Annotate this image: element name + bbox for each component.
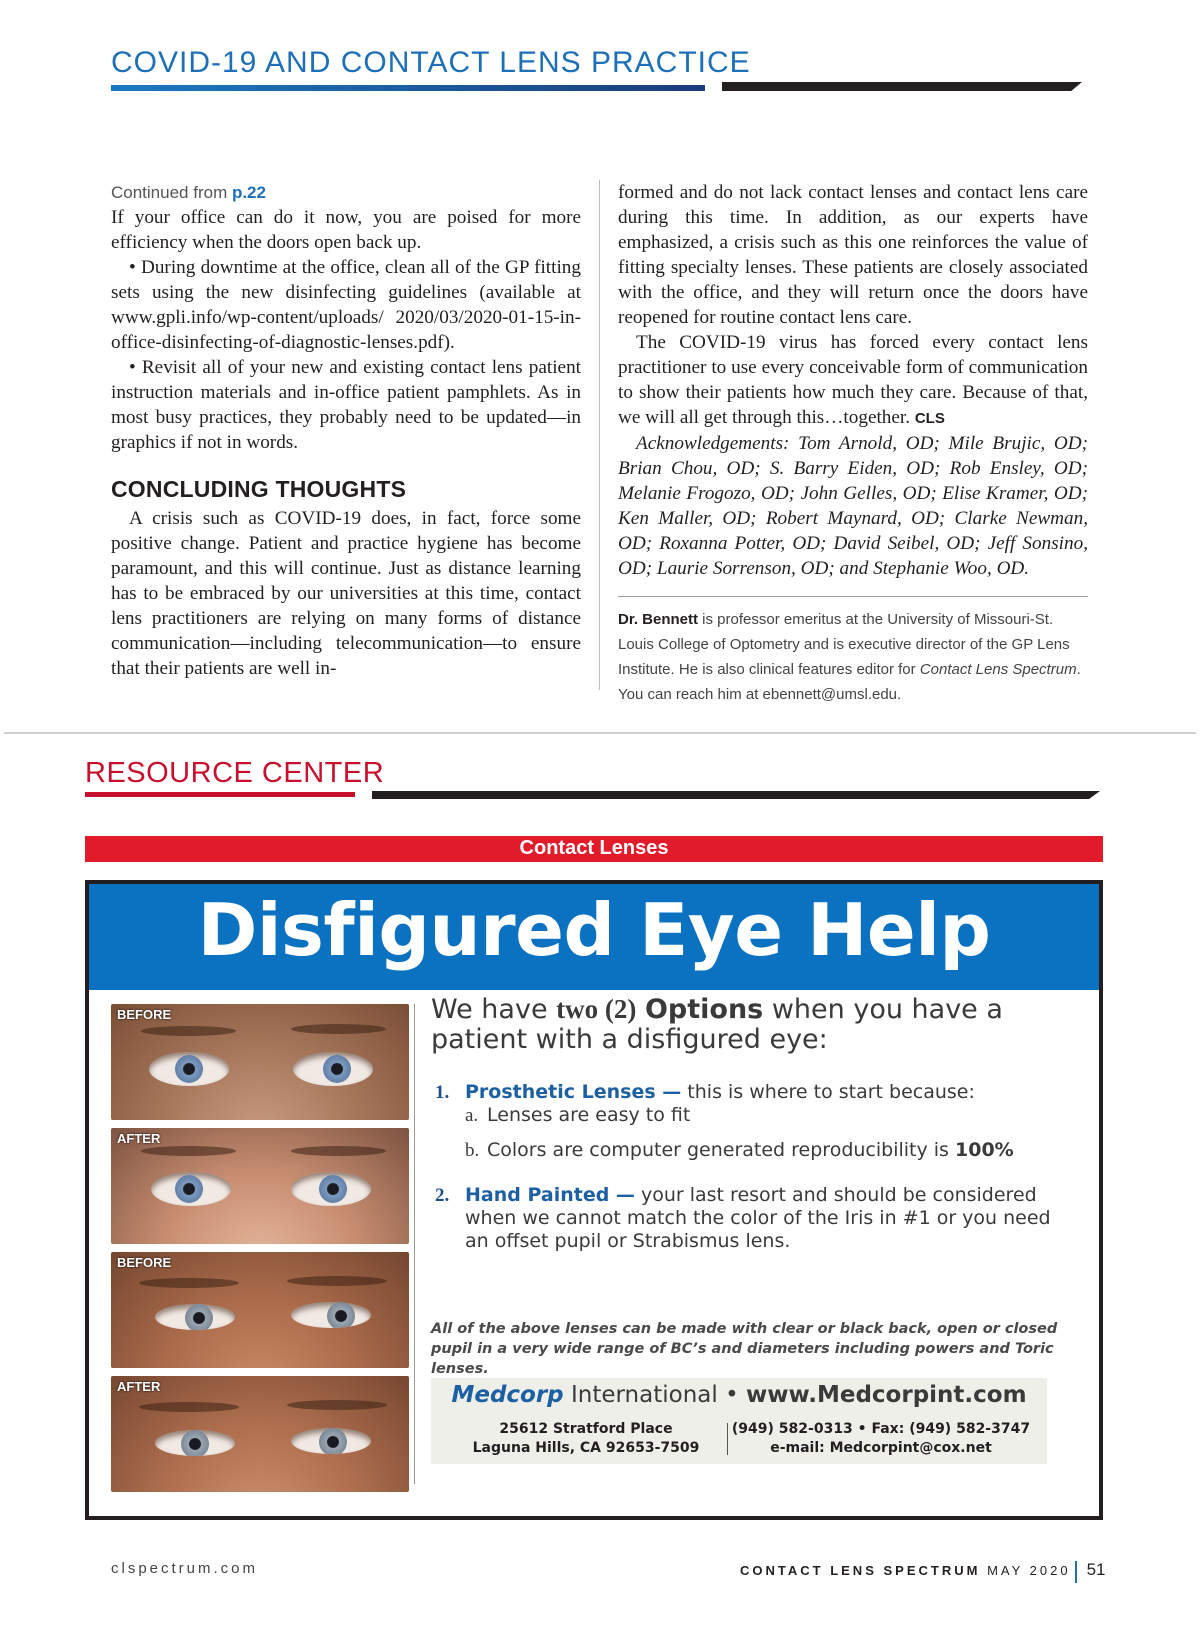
section-header-title: COVID-19 AND CONTACT LENS PRACTICE bbox=[111, 46, 751, 79]
eyebrow bbox=[291, 1146, 386, 1156]
continued-page-link[interactable]: p.22 bbox=[231, 183, 266, 202]
headline-two: two (2) bbox=[556, 994, 637, 1024]
bio-text-end: . You can reach him at ebennett@umsl.edu. bbox=[618, 661, 1081, 703]
eye-photo-before-1 bbox=[111, 1004, 409, 1120]
bio-publication: Contact Lens Spectrum bbox=[919, 661, 1077, 678]
option-text: this is where to start because: bbox=[681, 1081, 975, 1103]
option-hand-painted bbox=[431, 1184, 1071, 1253]
ad-copy bbox=[431, 994, 1071, 1379]
sub-letter: b. bbox=[465, 1140, 480, 1161]
email-address[interactable]: e-mail: Medcorpint@cox.net bbox=[770, 1440, 992, 1456]
iris bbox=[323, 1055, 351, 1083]
company-name: Medcorp bbox=[451, 1382, 564, 1408]
headline-post: when you have a patient with a disfigured eye: bbox=[431, 994, 1003, 1055]
sub-bold: 100% bbox=[955, 1139, 1014, 1161]
article-right-column bbox=[618, 180, 1088, 707]
eyebrow bbox=[139, 1278, 239, 1288]
company-phone-email bbox=[731, 1420, 1031, 1458]
eye bbox=[291, 1302, 371, 1328]
eye-photo-before-2 bbox=[111, 1252, 409, 1368]
photo-label: BEFORE bbox=[117, 1255, 172, 1270]
eye bbox=[155, 1304, 235, 1330]
closing-text: The COVID-19 virus has forced every contact lens practitioner to use every conceivable form of communication to show their patients how much they care. Because of that, we will all get through this…together. bbox=[618, 332, 1088, 428]
issue-date: MAY 2020 bbox=[987, 1563, 1071, 1578]
eyebrow bbox=[141, 1146, 236, 1156]
concluding-heading: CONCLUDING THOUGHTS bbox=[111, 476, 407, 502]
footer-site[interactable]: clspectrum.com bbox=[111, 1560, 259, 1577]
eye bbox=[291, 1172, 371, 1206]
continued-from-line bbox=[111, 180, 581, 205]
phone-fax: (949) 582-0313 • Fax: (949) 582-3747 bbox=[731, 1421, 1031, 1437]
eye bbox=[151, 1172, 231, 1206]
concluding-paragraph: A crisis such as COVID-19 does, in fact, force some positive change. Patient and practice hygiene has become paramount, and this will continue. Just as distance learning has to be embraced by our universities at this time, contact lens practitioners are relying on many forms of distance communication—including telecommunication—to ensure that their patients are well in- bbox=[111, 508, 581, 679]
resource-center-title: RESOURCE CENTER bbox=[85, 757, 385, 789]
ad-fine-print: All of the above lenses can be made with clear or black back, open or closed pupil in a very wide range of BC’s and diameters including powers and Toric lenses. bbox=[431, 1321, 1058, 1377]
sub-letter: a. bbox=[465, 1105, 479, 1126]
sub-text: Colors are computer generated reproducibility is bbox=[487, 1139, 955, 1161]
company-address bbox=[451, 1420, 721, 1458]
bio-text: is professor emeritus at the University of Missouri-St. Louis College of Optometry and is executive director of the GP Lens Institute. He is also clinical features editor for bbox=[618, 611, 1070, 678]
author-bio bbox=[618, 607, 1088, 707]
acknowledgements: Acknowledgements: Tom Arnold, OD; Mile Brujic, OD; Brian Chou, OD; S. Barry Eiden, OD; Rob Ensley, OD; Melanie Frogozo, OD; John Gelles, OD; Elise Kramer, OD; Ken Maller, OD; Robert Maynard, OD; Clarke Newman, OD; Roxanna Potter, OD; David Seibel, OD; Jeff Sonsino, OD; Laurie Sorrenson, OD; and Stephanie Woo, OD. bbox=[618, 433, 1088, 579]
photo-label: AFTER bbox=[117, 1379, 161, 1394]
eyebrow bbox=[287, 1276, 387, 1286]
iris bbox=[319, 1428, 347, 1454]
address-line: Laguna Hills, CA 92653-7509 bbox=[472, 1440, 700, 1456]
option-name: Hand Painted — bbox=[465, 1184, 635, 1206]
ad-banner bbox=[89, 884, 1099, 990]
eyebrow bbox=[139, 1402, 239, 1412]
page-divider bbox=[4, 732, 1196, 734]
eyebrow bbox=[291, 1024, 386, 1034]
ad-headline bbox=[431, 994, 1071, 1055]
photo-separator bbox=[414, 1004, 415, 1484]
resource-center-underline bbox=[85, 792, 355, 797]
sub-option-b bbox=[431, 1139, 1071, 1162]
page-number: 51 bbox=[1086, 1560, 1106, 1579]
company-website[interactable]: www.Medcorpint.com bbox=[745, 1382, 1027, 1408]
iris bbox=[319, 1175, 347, 1203]
eye bbox=[293, 1052, 373, 1086]
iris bbox=[175, 1175, 203, 1203]
photo-label: BEFORE bbox=[117, 1007, 172, 1022]
eye bbox=[149, 1052, 229, 1086]
option-number: 1. bbox=[435, 1082, 450, 1103]
iris bbox=[181, 1430, 209, 1456]
option-text: your last resort and should be considered when we cannot match the color of the Iris in #1 or you need an offset pupil or Strabismus lens. bbox=[465, 1184, 1051, 1252]
option-prosthetic bbox=[431, 1081, 1071, 1104]
bio-divider bbox=[618, 596, 1088, 597]
company-line bbox=[431, 1382, 1047, 1408]
article-left-column bbox=[111, 180, 581, 681]
bio-name: Dr. Bennett bbox=[618, 611, 699, 628]
article-paragraph: If your office can do it now, you are poised for more efficiency when the doors open back up. bbox=[111, 207, 581, 253]
ad-banner-title: Disfigured Eye Help bbox=[197, 888, 991, 972]
bullet-paragraph: • During downtime at the office, clean all of the GP fitting sets using the new disinfecting guidelines (available at www.gpli.info/wp-content/uploads/ 2020/03/2020-01-15-in-office-disinfecting-of-diagnostic-lenses.pdf). bbox=[111, 257, 581, 353]
column-separator bbox=[599, 180, 600, 690]
resource-center-rule bbox=[372, 791, 1100, 799]
option-name: Prosthetic Lenses — bbox=[465, 1081, 682, 1103]
continued-prefix: Continued from bbox=[111, 183, 232, 202]
advertisement[interactable] bbox=[85, 880, 1103, 1520]
eye bbox=[155, 1430, 235, 1456]
publication-name: CONTACT LENS SPECTRUM bbox=[740, 1563, 981, 1578]
section-header-rule bbox=[722, 82, 1082, 91]
article-paragraph bbox=[618, 330, 1088, 431]
iris bbox=[175, 1055, 203, 1083]
sub-option-a bbox=[431, 1104, 1071, 1127]
headline-pre: We have bbox=[431, 994, 557, 1025]
eye bbox=[291, 1428, 371, 1454]
sub-text: Lenses are easy to fit bbox=[487, 1104, 691, 1126]
eye-photo-after-1 bbox=[111, 1128, 409, 1244]
eyebrow bbox=[141, 1026, 236, 1036]
iris bbox=[185, 1304, 213, 1330]
photo-label: AFTER bbox=[117, 1131, 161, 1146]
address-line: 25612 Stratford Place bbox=[499, 1421, 673, 1437]
option-number: 2. bbox=[435, 1185, 450, 1206]
footer-pipe bbox=[1075, 1561, 1077, 1583]
headline-options: Options bbox=[644, 994, 764, 1025]
section-header-underline bbox=[111, 85, 705, 91]
eye-photo-after-2 bbox=[111, 1376, 409, 1492]
address-divider bbox=[727, 1423, 728, 1455]
cls-end-mark: CLS bbox=[914, 410, 945, 427]
category-bar bbox=[85, 836, 1103, 862]
contact-box bbox=[431, 1378, 1047, 1464]
footer-publication bbox=[740, 1560, 1106, 1583]
bullet-paragraph: • Revisit all of your new and existing contact lens patient instruction materials and in-office patient pamphlets. As in most busy practices, they probably need to be updated—in graphics if not in words. bbox=[111, 357, 581, 453]
iris bbox=[327, 1302, 355, 1328]
company-rest: International • bbox=[563, 1382, 746, 1408]
article-paragraph: formed and do not lack contact lenses and contact lens care during this time. In addition, as our experts have emphasized, a crisis such as this one reinforces the value of fitting specialty lenses. These patients are closely associated with the office, and they will return once the doors have reopened for routine contact lens care. bbox=[618, 182, 1088, 328]
category-label: Contact Lenses bbox=[519, 837, 669, 859]
eyebrow bbox=[287, 1400, 387, 1410]
